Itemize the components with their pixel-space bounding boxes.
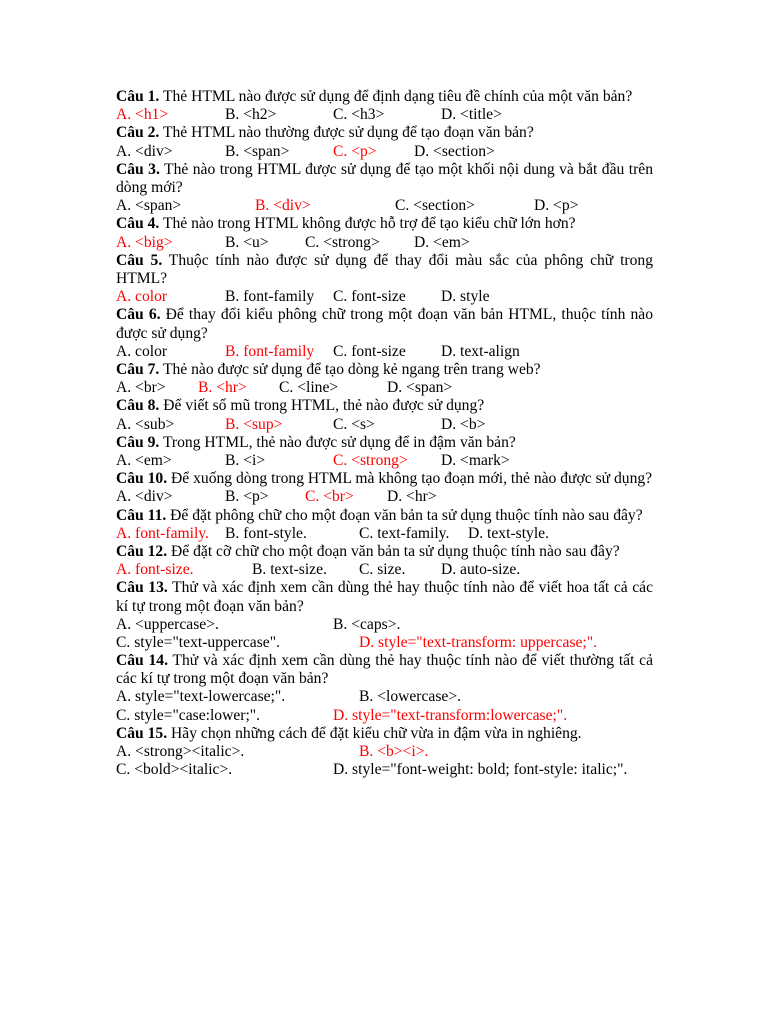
option-a: A. style="text-lowercase;". — [116, 688, 286, 706]
option-c: C. <h3> — [333, 106, 385, 124]
options-row — [116, 616, 653, 634]
question-number: Câu 10. — [116, 470, 168, 488]
question-number: Câu 6. — [116, 306, 161, 324]
option-b: B. <caps>. — [333, 615, 401, 633]
options-row — [116, 143, 653, 161]
options-row — [116, 525, 653, 543]
option-c: C. style="case:lower;". — [116, 706, 261, 724]
option-c: C. font-size — [333, 342, 406, 360]
option-b: B. font-family — [225, 288, 315, 306]
option-c: C. <line> — [279, 379, 339, 397]
option-c: C. font-size — [333, 288, 406, 306]
option-c: C. style="text-uppercase". — [116, 633, 280, 651]
options-row — [116, 761, 653, 797]
option-b: B. <p> — [225, 488, 269, 506]
question-text: Thử và xác định xem cần dùng thẻ hay thuộc tính nào để viết thường tất cả các kí tự trong một đoạn văn bản? — [116, 652, 654, 688]
option-d: D. <hr> — [387, 488, 437, 506]
option-b: B. <u> — [225, 233, 269, 251]
question-number: Câu 3. — [116, 160, 160, 178]
option-a: A. <div> — [116, 488, 173, 506]
option-a: A. <br> — [116, 379, 166, 397]
option-b: B. <sup> — [225, 415, 283, 433]
option-a: A. <em> — [116, 451, 172, 469]
option-b: B. <hr> — [198, 379, 247, 397]
question-12 — [116, 543, 653, 561]
question-15 — [116, 725, 653, 743]
question-9 — [116, 434, 653, 452]
question-number: Câu 13. — [116, 579, 168, 597]
options-row — [116, 707, 653, 725]
option-b: B. <div> — [255, 197, 311, 215]
option-c: C. <section> — [395, 197, 475, 215]
question-number: Câu 14. — [116, 652, 168, 670]
question-1 — [116, 88, 653, 106]
options-row — [116, 743, 653, 761]
question-text: Để đặt phông chữ cho một đoạn văn bản ta sử dụng thuộc tính nào sau đây? — [170, 506, 643, 524]
question-number: Câu 12. — [116, 542, 168, 560]
option-d: D. auto-size. — [441, 561, 521, 579]
option-a: A. <span> — [116, 197, 182, 215]
options-row — [116, 488, 653, 506]
question-text: Để thay đổi kiểu phông chữ trong một đoạn văn bản HTML, thuộc tính nào được sử dụng? — [116, 306, 654, 342]
question-4 — [116, 215, 653, 233]
options-row — [116, 452, 653, 470]
question-text: Thẻ nào trong HTML được sử dụng để tạo một khối nội dung và bắt đầu trên dòng mới? — [116, 160, 653, 196]
option-d: D. <mark> — [441, 451, 510, 469]
question-text: Thẻ nào được sử dụng để tạo dòng kẻ ngang trên trang web? — [162, 360, 541, 378]
question-7 — [116, 361, 653, 379]
options-row — [116, 379, 653, 397]
option-d: D. style="text-transform:lowercase;". — [333, 706, 568, 724]
question-2 — [116, 124, 653, 142]
question-text: Để đặt cỡ chữ cho một đoạn văn bản ta sử dụng thuộc tính nào sau đây? — [171, 542, 620, 560]
question-number: Câu 4. — [116, 215, 160, 233]
quiz-document — [116, 88, 653, 798]
question-3 — [116, 161, 653, 197]
options-row — [116, 288, 653, 306]
options-row — [116, 416, 653, 434]
option-c: C. <bold><italic>. — [116, 761, 233, 779]
question-text: Thẻ HTML nào được sử dụng để định dạng tiêu đề chính của một văn bản? — [162, 88, 633, 105]
option-d: D. <span> — [387, 379, 453, 397]
option-d: D. <section> — [414, 142, 495, 160]
options-row — [116, 197, 653, 215]
options-row — [116, 634, 653, 652]
question-text: Trong HTML, thẻ nào được sử dụng để in đậm văn bản? — [162, 433, 516, 451]
option-c: C. size. — [359, 561, 406, 579]
question-6 — [116, 306, 653, 342]
option-d: D. <p> — [534, 197, 579, 215]
option-d: D. style="font-weight: bold; font-style: italic;". — [333, 761, 628, 779]
question-13 — [116, 579, 653, 615]
question-5 — [116, 252, 653, 288]
question-number: Câu 8. — [116, 397, 160, 415]
question-number: Câu 1. — [116, 88, 160, 105]
option-d: D. style="text-transform: uppercase;". — [359, 633, 598, 651]
option-c: C. <p> — [333, 142, 377, 160]
option-d: D. text-style. — [468, 524, 549, 542]
question-number: Câu 2. — [116, 124, 160, 142]
option-d: D. <b> — [441, 415, 486, 433]
option-a: A. <uppercase>. — [116, 615, 219, 633]
question-text: Thẻ nào trong HTML không được hỗ trợ để tạo kiểu chữ lớn hơn? — [162, 215, 576, 233]
question-11 — [116, 507, 653, 525]
question-8 — [116, 397, 653, 415]
option-b: B. font-family — [225, 342, 315, 360]
options-row — [116, 561, 653, 579]
option-d: D. text-align — [441, 342, 520, 360]
question-text: Hãy chọn những cách để đặt kiểu chữ vừa in đậm vừa in nghiêng. — [171, 724, 582, 742]
option-b: B. font-style. — [225, 524, 307, 542]
option-c: C. <br> — [305, 488, 354, 506]
question-text: Để viết số mũ trong HTML, thẻ nào được sử dụng? — [163, 397, 485, 415]
option-a: A. color — [116, 288, 168, 306]
option-c: C. text-family. — [359, 524, 450, 542]
question-number: Câu 5. — [116, 251, 163, 269]
option-a: A. <div> — [116, 142, 173, 160]
question-number: Câu 7. — [116, 360, 160, 378]
question-number: Câu 9. — [116, 433, 160, 451]
option-b: B. <h2> — [225, 106, 277, 124]
question-10 — [116, 470, 653, 488]
option-b: B. <lowercase>. — [359, 688, 462, 706]
options-row — [116, 106, 653, 124]
option-a: A. <strong><italic>. — [116, 743, 245, 761]
options-row — [116, 234, 653, 252]
option-d: D. <title> — [441, 106, 502, 124]
option-b: B. <span> — [225, 142, 290, 160]
question-number: Câu 15. — [116, 724, 168, 742]
option-a: A. color — [116, 342, 168, 360]
question-text: Để xuống dòng trong HTML mà không tạo đoạn mới, thẻ nào được sử dụng? — [171, 470, 653, 488]
option-a: A. <big> — [116, 233, 173, 251]
options-row — [116, 343, 653, 361]
option-a: A. font-size. — [116, 561, 194, 579]
option-b: B. text-size. — [252, 561, 327, 579]
question-14 — [116, 652, 653, 688]
option-b: B. <b><i>. — [359, 743, 429, 761]
question-text: Thuộc tính nào được sử dụng để thay đổi màu sắc của phông chữ trong HTML? — [116, 251, 653, 287]
option-a: A. font-family. — [116, 524, 209, 542]
option-a: A. <h1> — [116, 106, 169, 124]
option-c: C. <s> — [333, 415, 375, 433]
option-d: D. style — [441, 288, 490, 306]
option-d: D. <em> — [414, 233, 470, 251]
option-c: C. <strong> — [305, 233, 380, 251]
option-a: A. <sub> — [116, 415, 175, 433]
question-text: Thẻ HTML nào thường được sử dụng để tạo đoạn văn bản? — [162, 124, 534, 142]
question-number: Câu 11. — [116, 506, 167, 524]
option-c: C. <strong> — [333, 451, 408, 469]
option-b: B. <i> — [225, 451, 266, 469]
options-row — [116, 688, 653, 706]
question-text: Thử và xác định xem cần dùng thẻ hay thuộc tính nào để viết hoa tất cả các kí tự trong một đoạn văn bản? — [116, 579, 653, 615]
